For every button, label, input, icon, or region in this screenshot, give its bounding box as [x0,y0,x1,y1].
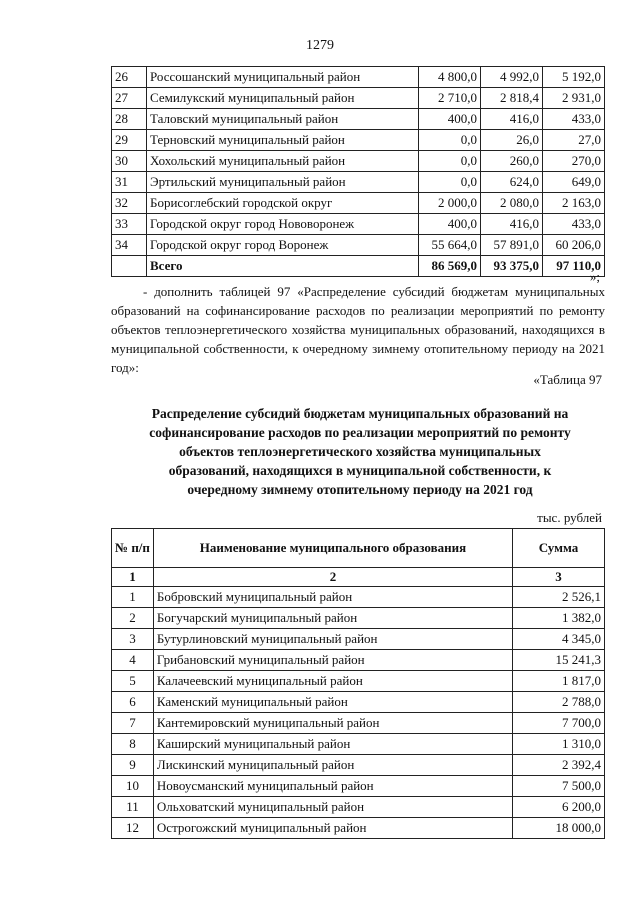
subsidy-amount: 1 310,0 [513,734,605,755]
municipality-name: Городской округ город Воронеж [147,235,419,256]
header-sum: Сумма [513,529,605,568]
col-number: 2 [153,568,512,587]
amount-2022: 2 080,0 [481,193,543,214]
amount-2023: 649,0 [543,172,605,193]
subsidy-amount: 2 526,1 [513,587,605,608]
subsidy-amount: 4 345,0 [513,629,605,650]
municipality-name: Таловский муниципальный район [147,109,419,130]
table-row [112,692,605,713]
table-row [112,734,605,755]
municipality-name: Грибановский муниципальный район [153,650,512,671]
row-number: 29 [112,130,147,151]
row-number: 32 [112,193,147,214]
table-row [112,818,605,839]
header-name: Наименование муниципального образования [153,529,512,568]
title-line: очередному зимнему отопительному периоду на 2021 год [187,482,533,497]
municipality-name: Эртильский муниципальный район [147,172,419,193]
row-number: 4 [112,650,154,671]
amount-2023: 5 192,0 [543,67,605,88]
page-number: 1279 [306,38,334,53]
municipality-name: Семилукский муниципальный район [147,88,419,109]
units-label: тыс. рублей [537,510,602,525]
amount-2022: 2 818,4 [481,88,543,109]
municipality-name: Бобровский муниципальный район [153,587,512,608]
row-number: 12 [112,818,154,839]
subsidy-amount: 6 200,0 [513,797,605,818]
total-label: Всего [147,256,419,277]
row-number: 5 [112,671,154,692]
row-number: 8 [112,734,154,755]
amount-2022: 260,0 [481,151,543,172]
subsidy-amount: 1 382,0 [513,608,605,629]
row-number: 31 [112,172,147,193]
row-number: 10 [112,776,154,797]
amount-2021: 400,0 [419,214,481,235]
municipality-name: Борисоглебский городской округ [147,193,419,214]
row-number: 3 [112,629,154,650]
table-row [112,629,605,650]
amount-2021: 400,0 [419,109,481,130]
amendment-paragraph: - дополнить таблицей 97 «Распределение субсидий бюджетам муниципальных образований на софинансирование расходов по реализации мероприятий по ремонту объектов теплоэнергетического хозяйства муниципальных образований, находящихся в муниципальной собственности, к очередному зимнему отопительному периоду на 2021 год»: [111,284,605,375]
title-line: образований, находящихся в муниципальной собственности, к [168,463,552,478]
table-row [112,713,605,734]
header-num: № п/п [112,529,154,568]
municipality-name: Острогожский муниципальный район [153,818,512,839]
amount-2023: 433,0 [543,109,605,130]
total-2023: 97 110,0 [543,256,605,277]
municipality-name: Хохольский муниципальный район [147,151,419,172]
municipality-name: Лискинский муниципальный район [153,755,512,776]
amount-2021: 0,0 [419,172,481,193]
amount-2021: 0,0 [419,151,481,172]
municipality-name: Кантемировский муниципальный район [153,713,512,734]
subsidy-table-97 [111,528,605,839]
total-empty-cell [112,256,147,277]
table-row [112,151,605,172]
table-row [112,67,605,88]
table-reference: «Таблица 97 [533,372,602,387]
subsidy-table-continued [111,66,605,277]
subsidy-amount: 7 700,0 [513,713,605,734]
table-row [112,235,605,256]
subsidy-amount: 2 788,0 [513,692,605,713]
amount-2022: 26,0 [481,130,543,151]
municipality-name: Каширский муниципальный район [153,734,512,755]
amount-2023: 270,0 [543,151,605,172]
table-row [112,130,605,151]
row-number: 6 [112,692,154,713]
title-line: объектов теплоэнергетического хозяйства муниципальных [179,444,541,459]
municipality-name: Россошанский муниципальный район [147,67,419,88]
subsidy-amount: 15 241,3 [513,650,605,671]
municipality-name: Бутурлиновский муниципальный район [153,629,512,650]
col-number: 1 [112,568,154,587]
row-number: 2 [112,608,154,629]
row-number: 27 [112,88,147,109]
table-row [112,755,605,776]
total-2021: 86 569,0 [419,256,481,277]
amount-2021: 55 664,0 [419,235,481,256]
row-number: 26 [112,67,147,88]
table-row [112,608,605,629]
subsidy-amount: 7 500,0 [513,776,605,797]
municipality-name: Богучарский муниципальный район [153,608,512,629]
amount-2022: 4 992,0 [481,67,543,88]
table-row [112,587,605,608]
title-line: Распределение субсидий бюджетам муниципальных образований на [151,406,569,421]
row-number: 28 [112,109,147,130]
municipality-name: Городской округ город Нововоронеж [147,214,419,235]
row-number: 30 [112,151,147,172]
amount-2023: 2 163,0 [543,193,605,214]
municipality-name: Калачеевский муниципальный район [153,671,512,692]
amount-2021: 0,0 [419,130,481,151]
table-row [112,88,605,109]
subsidy-amount: 1 817,0 [513,671,605,692]
quote-end: »; [589,269,600,284]
table-row [112,650,605,671]
total-row [112,256,605,277]
row-number: 7 [112,713,154,734]
title-line: софинансирование расходов по реализации мероприятий по ремонту [149,425,571,440]
municipality-name: Ольховатский муниципальный район [153,797,512,818]
subsidy-amount: 2 392,4 [513,755,605,776]
municipality-name: Новоусманский муниципальный район [153,776,512,797]
row-number: 11 [112,797,154,818]
amount-2023: 27,0 [543,130,605,151]
table-row [112,193,605,214]
row-number: 34 [112,235,147,256]
row-number: 9 [112,755,154,776]
amount-2022: 57 891,0 [481,235,543,256]
total-2022: 93 375,0 [481,256,543,277]
amount-2023: 2 931,0 [543,88,605,109]
amount-2021: 2 710,0 [419,88,481,109]
amount-2023: 433,0 [543,214,605,235]
table-row [112,109,605,130]
amount-2022: 416,0 [481,109,543,130]
column-number-row [112,568,605,587]
table-title [100,404,620,499]
row-number: 1 [112,587,154,608]
col-number: 3 [513,568,605,587]
table-row [112,776,605,797]
table-row [112,214,605,235]
amount-2022: 624,0 [481,172,543,193]
header-row [112,529,605,568]
amount-2023: 60 206,0 [543,235,605,256]
amount-2022: 416,0 [481,214,543,235]
amount-2021: 4 800,0 [419,67,481,88]
amount-2021: 2 000,0 [419,193,481,214]
table-row [112,797,605,818]
table-row [112,671,605,692]
row-number: 33 [112,214,147,235]
municipality-name: Каменский муниципальный район [153,692,512,713]
table-row [112,172,605,193]
municipality-name: Терновский муниципальный район [147,130,419,151]
subsidy-amount: 18 000,0 [513,818,605,839]
